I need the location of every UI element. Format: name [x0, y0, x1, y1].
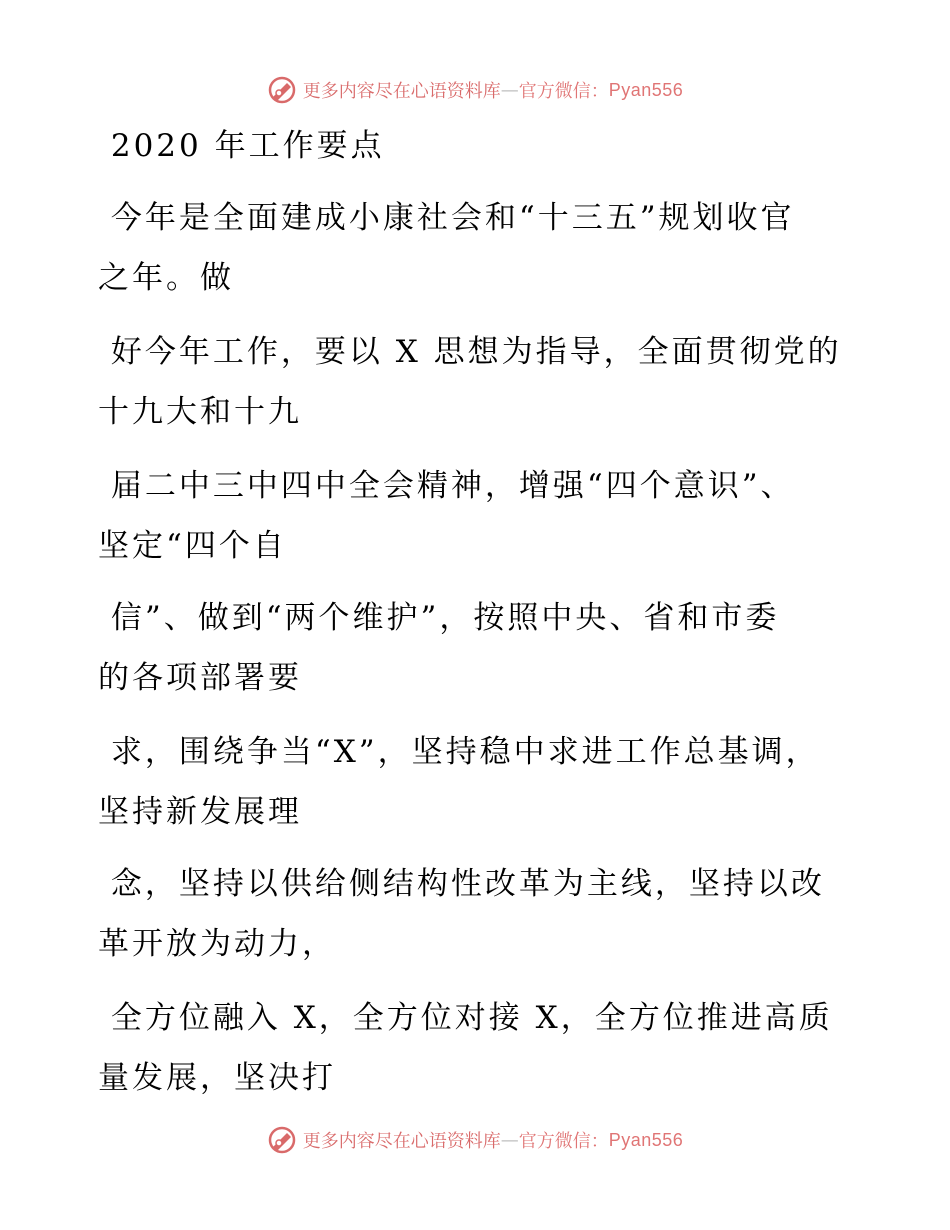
paragraph-line-14: 量发展，坚决打 — [98, 1060, 336, 1096]
header-separator: — — [500, 79, 519, 101]
paragraph-line-1: 今年是全面建成小康社会和“十三五”规划收官 — [98, 200, 795, 236]
paragraph-line-13: 全方位融入 X，全方位对接 X，全方位推进高质 — [98, 1000, 833, 1036]
paragraph-line-12: 革开放为动力， — [98, 926, 336, 962]
brand-logo-icon — [267, 1125, 297, 1155]
paragraph-line-10: 坚持新发展理 — [98, 794, 302, 830]
paragraph-line-2: 之年。做 — [98, 260, 234, 296]
paragraph-line-7: 信”、做到“两个维护”，按照中央、省和市委 — [98, 600, 780, 636]
header-site-name: 更多内容尽在心语资料库 — [302, 81, 501, 102]
paragraph-line-9: 求，围绕争当“X”，坚持稳中求进工作总基调， — [98, 734, 820, 770]
footer-separator: — — [500, 1129, 519, 1151]
paragraph-line-4: 十九大和十九 — [98, 394, 302, 430]
paragraph-line-11: 念，坚持以供给侧结构性改革为主线，坚持以改 — [98, 866, 825, 902]
brand-logo-icon — [267, 75, 297, 105]
document-title: 2020 年工作要点 — [98, 128, 385, 164]
header-wechat-id: Pyan556 — [608, 79, 684, 100]
paragraph-line-6: 坚定“四个自 — [98, 528, 287, 564]
paragraph-line-8: 的各项部署要 — [98, 660, 302, 696]
paragraph-line-5: 届二中三中四中全会精神，增强“四个意识”、 — [98, 468, 795, 504]
footer-wechat-prefix: 官方微信： — [518, 1131, 609, 1152]
footer-wechat-id: Pyan556 — [608, 1129, 684, 1150]
footer-site-name: 更多内容尽在心语资料库 — [302, 1131, 501, 1152]
paragraph-line-3: 好今年工作，要以 X 思想为指导，全面贯彻党的 — [98, 334, 842, 370]
header-watermark-banner — [0, 70, 950, 110]
footer-watermark-banner — [0, 1120, 950, 1160]
header-wechat-prefix: 官方微信： — [518, 81, 609, 102]
